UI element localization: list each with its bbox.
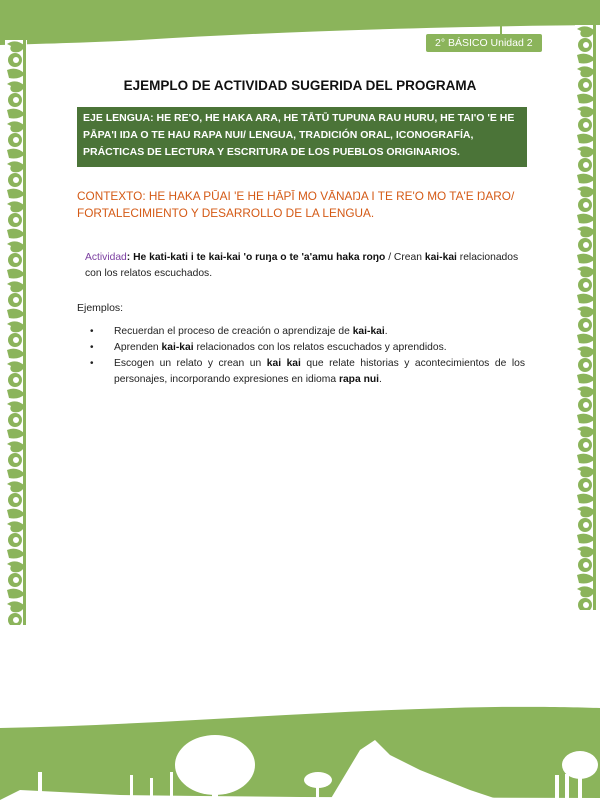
activity-colon: : [126,252,134,263]
item-text: Aprenden [114,342,162,353]
right-ornament-border [575,25,597,610]
item-bold: kai-kai [352,326,385,337]
list-item [90,340,525,356]
item-bold: kai kai [266,358,301,369]
list-item [90,324,525,340]
item-bold: kai-kai [161,342,194,353]
list-item [90,356,525,388]
item-text-mid: que relate historias y acontecimientos de los personajes, incorporando expresiones en idioma [114,358,525,385]
item-text-end: . [384,326,388,337]
activity-separator: / Crean [385,252,425,263]
item-text: Escogen un relato y crean un [114,358,267,369]
axis-banner: EJE LENGUA: HE RE'O, HE HAKA ARA, HE TĀTŪ TUPUNA RAU HURU, HE TAI'O 'E HE PĀPA'I IŊA O TE HAU RAPA NUI/ LENGUA, TRADICIÓN ORAL, ICONOGRAFÍA, PRÁCTICAS DE LECTURA Y ESCRITURA DE LOS PUEBLOS ORIGINARIOS. [77,107,527,167]
activity-rest: relacionados con los relatos escuchados. [85,252,519,279]
item-text: Recuerdan el proceso de creación o aprendizaje de [114,326,353,337]
activity-label: Actividad [85,252,127,263]
item-text-end: relacionados con los relatos escuchados y aprendidos. [193,342,447,353]
footer-landscape-illustration [0,700,600,800]
item-text-end: . [379,374,382,385]
activity-rapanui-text: He kati-kati i te kai-kai 'o ruŋa o te 'a'amu haka roŋo [133,252,386,263]
item-bold-2: rapa nui [338,374,380,385]
activity-paragraph [85,250,525,282]
grade-unit-badge: 2° BÁSICO Unidad 2 [426,34,542,52]
page-title: EJEMPLO DE ACTIVIDAD SUGERIDA DEL PROGRAMA [123,78,477,93]
examples-title: Ejemplos: [77,302,124,314]
context-heading: CONTEXTO: HE HAKA PŪAI 'E HE HĀPĪ MO VĀNAŊA I TE RE'O MO TA'E ŊARO/ FORTALECIMIENTO Y DESARROLLO DE LA LENGUA. [77,189,515,220]
examples-list [90,324,525,388]
activity-term: kai-kai [424,252,457,263]
left-ornament-border [5,40,27,625]
